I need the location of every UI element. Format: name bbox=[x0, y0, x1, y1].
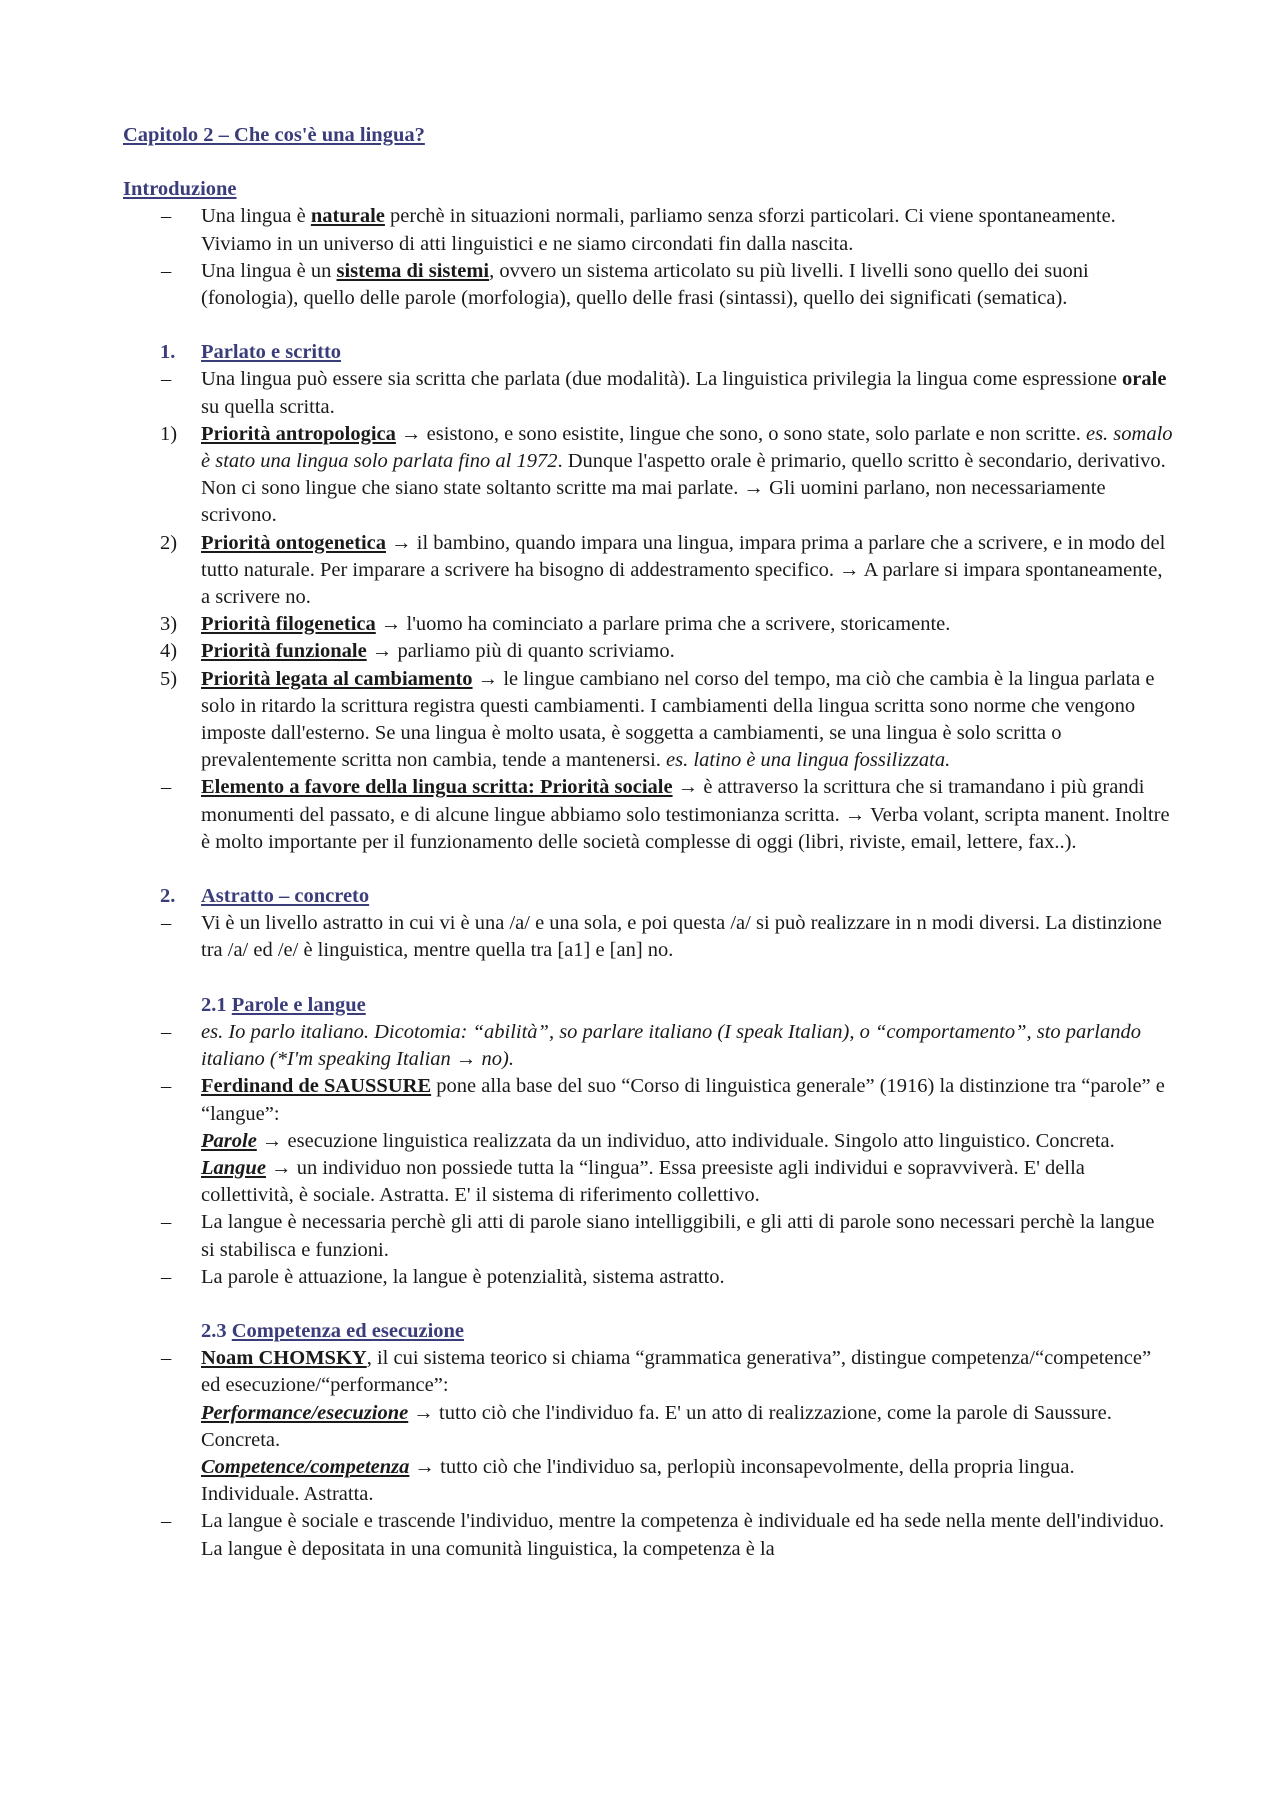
term: sistema di sistemi bbox=[336, 259, 490, 282]
dash-marker: – bbox=[161, 776, 172, 799]
dash-marker: – bbox=[161, 1211, 172, 1234]
list-item: – Elemento a favore della lingua scritta: Priorità sociale → è attraverso la scrittura che si tramandano i più grandi monumenti del passato, e di alcune lingue abbiamo solo testimonianza scritta. → Verba volant, scripta manent. Inoltre è molto importante per il funzionamento delle società complesse di oggi (libri, riviste, email, lettere, fax..). bbox=[123, 774, 1173, 856]
term: Parole bbox=[201, 1129, 257, 1152]
list-item: – La langue è necessaria perchè gli atti di parole siano intelliggibili, e gli atti di parole sono necessari perchè la langue si stabilisca e funzioni. bbox=[123, 1209, 1173, 1263]
list-item: – Noam CHOMSKY, il cui sistema teorico si chiama “grammatica generativa”, distingue competenza/“competence” ed esecuzione/“performance”: Performance/esecuzione → tutto ciò che l'individuo fa. E' un atto di realizzazione, come la parole di Saussure. Concreta. Competence/competenza → tutto ciò che l'individuo sa, perlopiù inconsapevolmente, della propria lingua. Individuale. Astratta. bbox=[123, 1345, 1173, 1508]
list-item: 4) Priorità funzionale → parliamo più di quanto scriviamo. bbox=[160, 640, 675, 663]
dash-marker: – bbox=[161, 368, 172, 391]
term: naturale bbox=[310, 205, 385, 228]
dash-marker: – bbox=[161, 259, 172, 282]
term: Performance/esecuzione bbox=[201, 1401, 409, 1424]
list-item: – Una lingua può essere sia scritta che parlata (due modalità). La linguistica privilegia la lingua come espressione orale su quella scritta. bbox=[123, 366, 1173, 420]
dash-marker: – bbox=[161, 1347, 172, 1370]
section-heading-2-3: 2.3 Competenza ed esecuzione bbox=[201, 1319, 465, 1342]
term: Ferdinand de SAUSSURE bbox=[201, 1075, 432, 1098]
term: Noam CHOMSKY bbox=[201, 1347, 367, 1370]
list-item: 3) Priorità filogenetica → l'uomo ha cominciato a parlare prima che a scrivere, storicamente. bbox=[160, 613, 951, 636]
dash-marker: – bbox=[161, 1075, 172, 1098]
list-item: – Una lingua è un sistema di sistemi, ovvero un sistema articolato su più livelli. I livelli sono quello dei suoni (fonologia), quello delle parole (morfologia), quello delle frasi (sintassi), quello dei significati (sematica). bbox=[123, 258, 1173, 312]
term: Priorità antropologica bbox=[201, 422, 396, 445]
dash-marker: – bbox=[161, 1020, 172, 1043]
dash-marker: – bbox=[161, 1510, 172, 1533]
term: Priorità filogenetica bbox=[201, 613, 376, 636]
list-item: 5) Priorità legata al cambiamento → le lingue cambiano nel corso del tempo, ma ciò che cambia è la lingua parlata e solo in ritardo la scrittura registra questi cambiamenti. I cambiamenti della lingua scritta sono norme che vengono imposte dall'esterno. Se una lingua è molto usata, è soggetta a cambiamenti, se una lingua è solo scritta o prevalentemente scritta non cambia, tende a mantenersi. es. latino è una lingua fossilizzata. bbox=[160, 667, 1155, 772]
section-heading-2-1: 2.1 Parole e langue bbox=[201, 993, 366, 1016]
chapter-title: Capitolo 2 – Che cos'è una lingua? bbox=[123, 124, 425, 146]
term: Competence/competenza bbox=[201, 1455, 410, 1478]
list-item: – La parole è attuazione, la langue è potenzialità, sistema astratto. bbox=[123, 1264, 1173, 1291]
list-item: – Vi è un livello astratto in cui vi è una /a/ e una sola, e poi questa /a/ si può realizzare in n modi diversi. La distinzione tra /a/ ed /e/ è linguistica, mentre quella tra [a1] e [an] no. bbox=[123, 910, 1173, 964]
term: Priorità funzionale bbox=[201, 640, 367, 663]
document-body bbox=[123, 122, 1173, 1563]
section-heading-1: 1. Parlato e scritto bbox=[160, 341, 342, 364]
term: Priorità ontogenetica bbox=[201, 531, 387, 554]
list-item: – La langue è sociale e trascende l'individuo, mentre la competenza è individuale ed ha sede nella mente dell'individuo. La langue è depositata in una comunità linguistica, la competenza è la bbox=[123, 1508, 1173, 1562]
dash-marker: – bbox=[161, 912, 172, 935]
term: Elemento a favore della lingua scritta: Priorità sociale bbox=[201, 776, 673, 799]
list-item: 2) Priorità ontogenetica → il bambino, quando impara una lingua, impara prima a parlare che a scrivere, e in modo del tutto naturale. Per imparare a scrivere ha bisogno di addestramento specifico. → A parlare si impara spontaneamente, a scrivere no. bbox=[160, 531, 1166, 609]
dash-marker: – bbox=[161, 205, 172, 228]
term: Langue bbox=[201, 1156, 266, 1179]
section-heading-2: 2. Astratto – concreto bbox=[160, 885, 370, 908]
section-heading-intro: Introduzione bbox=[123, 178, 237, 201]
list-item: – Ferdinand de SAUSSURE pone alla base del suo “Corso di linguistica generale” (1916) la distinzione tra “parole” e “langue”: Parole → esecuzione linguistica realizzata da un individuo, atto individuale. Singolo atto linguistico. Concreta. Langue → un individuo non possiede tutta la “lingua”. Essa preesiste agli individui e sopravviverà. E' della collettività, è sociale. Astratta. E' il sistema di riferimento collettivo. bbox=[123, 1073, 1173, 1209]
term: Priorità legata al cambiamento bbox=[201, 667, 473, 690]
list-item: – es. Io parlo italiano. Dicotomia: “abilità”, so parlare italiano (I speak Italian), o “comportamento”, sto parlando italiano (*I'm speaking Italian → no). bbox=[123, 1019, 1173, 1073]
list-item: – Una lingua è naturale perchè in situazioni normali, parliamo senza sforzi particolari. Ci viene spontaneamente. Viviamo in un universo di atti linguistici e ne siamo circondati fin dalla nascita. bbox=[123, 203, 1173, 257]
list-item: 1) Priorità antropologica → esistono, e sono esistite, lingue che sono, o sono state, solo parlate e non scritte. es. somalo è stato una lingua solo parlata fino al 1972. Dunque l'aspetto orale è primario, quello scritto è secondario, derivativo. Non ci sono lingue che siano state soltanto scritte ma mai parlate. → Gli uomini parlano, non necessariamente scrivono. bbox=[160, 422, 1173, 527]
dash-marker: – bbox=[161, 1265, 172, 1288]
